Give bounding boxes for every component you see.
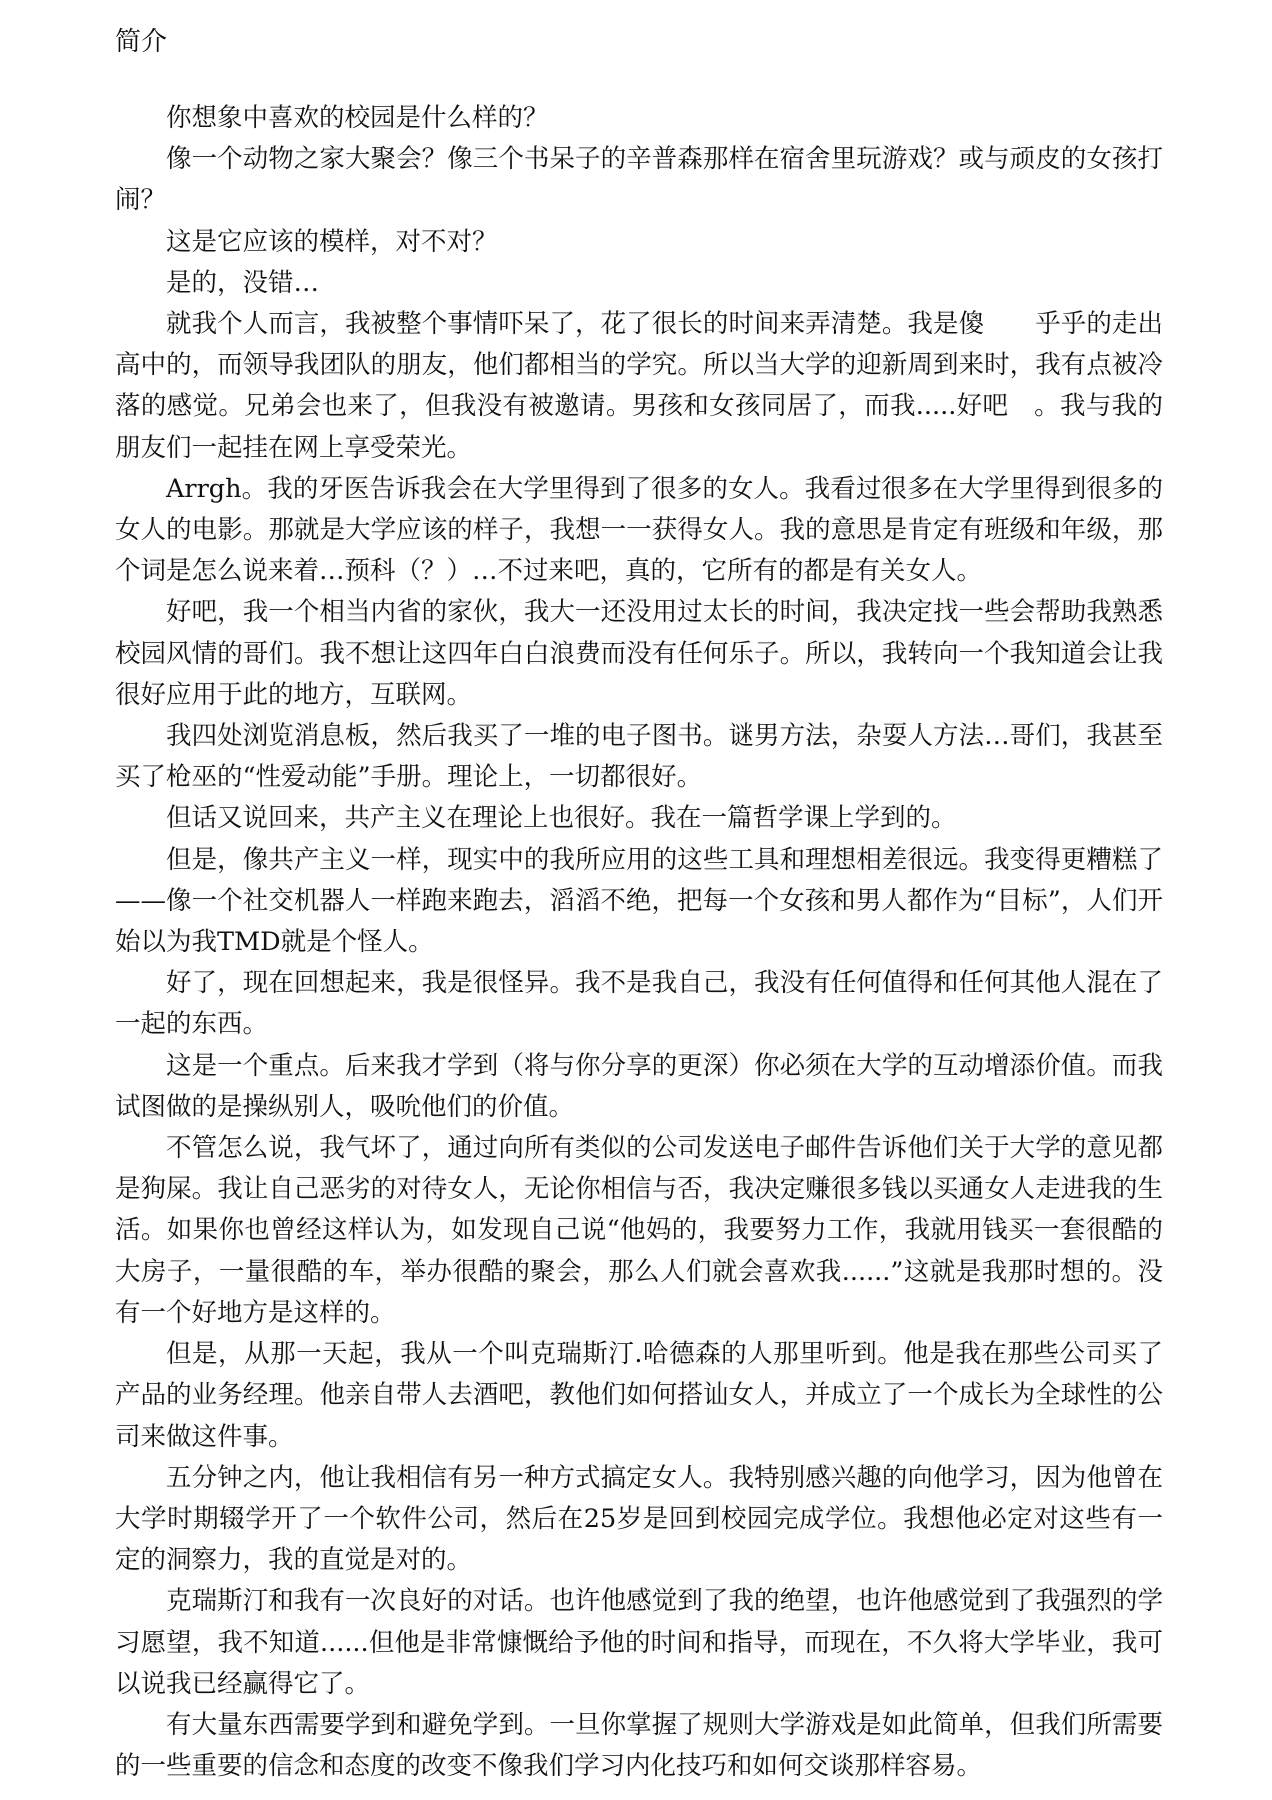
paragraph: 但话又说回来，共产主义在理论上也很好。我在一篇哲学课上学到的。	[166, 803, 957, 834]
paragraph: 五分钟之内，他让我相信有另一种方式搞定女人。我特别感兴趣的向他学习，因为他曾在大学时期辍学开了一个软件公司，然后在25岁是回到校园完成学位。我想他必定对这些有一定的洞察力，我的直觉是对的。	[115, 1462, 1163, 1576]
paragraph: 就我个人而言，我被整个事情吓呆了，花了很长的时间来弄清楚。我是傻 乎乎的走出高中的，而领导我团队的朋友，他们都相当的学究。所以当大学的迎新周到来时，我有点被冷落的感觉。兄弟会也来了，但我没有被邀请。男孩和女孩同居了，而我.....好吧 。我与我的朋友们一起挂在网上享受荣光。	[115, 309, 1163, 463]
document-body	[115, 98, 1163, 1787]
paragraph: 你想象中喜欢的校园是什么样的？	[166, 103, 549, 133]
paragraph: 但是，从那一天起，我从一个叫克瑞斯汀.哈德森的人那里听到。他是我在那些公司买了产品的业务经理。他亲自带人去酒吧，教他们如何搭讪女人，并成立了一个成长为全球性的公司来做这件事。	[115, 1339, 1163, 1452]
paragraph: 好吧，我一个相当内省的家伙，我大一还没用过太长的时间，我决定找一些会帮助我熟悉校园风情的哥们。我不想让这四年白白浪费而没有任何乐子。所以，我转向一个我知道会让我很好应用于此的地方，互联网。	[115, 597, 1163, 710]
paragraph: 我四处浏览消息板，然后我买了一堆的电子图书。谜男方法，杂耍人方法…哥们，我甚至买了枪巫的“性爱动能”手册。理论上，一切都很好。	[115, 721, 1163, 793]
paragraph: 但是，像共产主义一样，现实中的我所应用的这些工具和理想相差很远。我变得更糟糕了——像一个社交机器人一样跑来跑去，滔滔不绝，把每一个女孩和男人都作为“目标”，人们开始以为我TMD就是个怪人。	[115, 844, 1163, 958]
paragraph: 有大量东西需要学到和避免学到。一旦你掌握了规则大学游戏是如此简单，但我们所需要的一些重要的信念和态度的改变不像我们学习内化技巧和如何交谈那样容易。	[115, 1709, 1163, 1782]
paragraph: 不管怎么说，我气坏了，通过向所有类似的公司发送电子邮件告诉他们关于大学的意见都是狗屎。我让自己恶劣的对待女人，无论你相信与否，我决定赚很多钱以买通女人走进我的生活。如果你也曾经这样认为，如发现自己说“他妈的，我要努力工作，我就用钱买一套很酷的大房子，一量很酷的车，举办很酷的聚会，那么人们就会喜欢我......”这就是我那时想的。没有一个好地方是这样的。	[115, 1133, 1163, 1328]
paragraph: 好了，现在回想起来，我是很怪异。我不是我自己，我没有任何值得和任何其他人混在了一起的东西。	[115, 968, 1163, 1040]
paragraph: 像一个动物之家大聚会？像三个书呆子的辛普森那样在宿舍里玩游戏？或与顽皮的女孩打闹？	[115, 144, 1163, 216]
page-title: 简介	[115, 27, 168, 57]
paragraph: 这是一个重点。后来我才学到（将与你分享的更深）你必须在大学的互动增添价值。而我试图做的是操纵别人，吸吮他们的价值。	[115, 1050, 1163, 1122]
paragraph: 是的，没错…	[166, 267, 320, 298]
paragraph: 这是它应该的模样，对不对？	[166, 226, 498, 257]
paragraph: 克瑞斯汀和我有一次良好的对话。也许他感觉到了我的绝望，也许他感觉到了我强烈的学习愿望，我不知道......但他是非常慷慨给予他的时间和指导，而现在，不久将大学毕业，我可以说我已经赢得它了。	[115, 1586, 1163, 1699]
paragraph: Arrgh。我的牙医告诉我会在大学里得到了很多的女人。我看过很多在大学里得到很多的女人的电影。那就是大学应该的样子，我想一一获得女人。我的意思是肯定有班级和年级，那个词是怎么说来着…预科（？）…不过来吧，真的，它所有的都是有关女人。	[115, 473, 1163, 587]
